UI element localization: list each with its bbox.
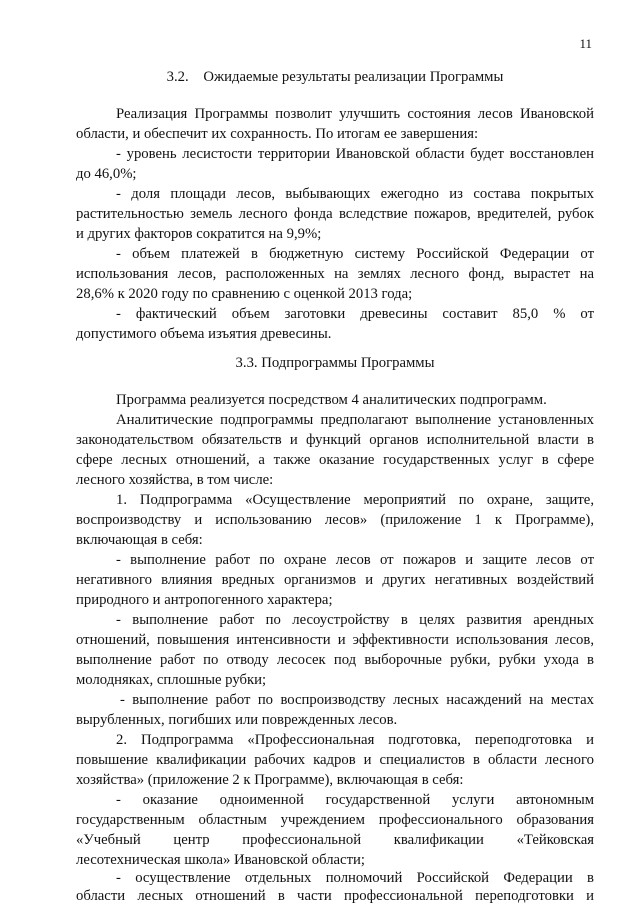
text-line: области, и обеспечит их сохранность. По итогам ее завершения: — [76, 126, 479, 142]
page-number: 11 — [579, 36, 592, 51]
text-line: - выполнение работ по лесоустройству в целях развития арендных — [116, 612, 594, 628]
text-line: - объем платежей в бюджетную систему Российской Федерации от — [116, 246, 594, 262]
section-heading-3-2: 3.2. Ожидаемые результаты реализации Программы — [166, 69, 504, 85]
text-line: - доля площади лесов, выбывающих ежегодно из состава покрытых — [116, 186, 594, 202]
text-line: Аналитические подпрограммы предполагают выполнение установленных — [116, 412, 594, 428]
text-line: молодняках, сплошные рубки; — [76, 672, 267, 688]
text-line: использования лесов, расположенных на землях лесного фонд, вырастет на — [76, 266, 594, 282]
text-line: лесного хозяйства, в том числе: — [76, 472, 274, 488]
text-line: - оказание одноименной государственной услуги автономным — [116, 792, 594, 808]
text-line: повышение квалификации рабочих кадров и специалистов в области лесного — [76, 752, 594, 768]
text-line: допустимого объема изъятия древесины. — [76, 326, 332, 342]
text-line: лесотехническая школа» Ивановской области; — [76, 852, 365, 868]
text-line: и других факторов сократится на 9,9%; — [76, 226, 322, 242]
text-line: области лесных отношений в части профессиональной переподготовки и — [76, 888, 594, 904]
text-line: - выполнение работ по воспроизводству лесных насаждений на местах — [120, 692, 594, 708]
text-line: 1. Подпрограмма «Осуществление мероприятий по охране, защите, — [116, 492, 594, 508]
text-line: выполнение работ по отводу лесосек под выборочные рубки, рубки ухода в — [76, 652, 594, 668]
text-line: до 46,0%; — [76, 166, 137, 182]
text-line: - осуществление отдельных полномочий Российской Федерации в — [116, 870, 594, 886]
text-line: негативного влияния вредных организмов и других негативных воздействий — [76, 572, 594, 588]
text-line: - уровень лесистости территории Ивановской области будет восстановлен — [116, 146, 594, 162]
text-line: «Учебный центр профессиональной квалификации «Тейковская — [76, 832, 594, 848]
text-line: Реализация Программы позволит улучшить состояния лесов Ивановской — [116, 106, 594, 122]
section-heading-3-3: 3.3. Подпрограммы Программы — [235, 355, 435, 371]
text-line: - фактический объем заготовки древесины составит 85,0 % от — [116, 306, 594, 322]
text-line: 2. Подпрограмма «Профессиональная подготовка, переподготовка и — [116, 732, 594, 748]
text-line: отношений, повышения интенсивности и эффективности использования лесов, — [76, 632, 594, 648]
text-line: растительностью земель лесного фонда вследствие пожаров, вредителей, рубок — [76, 206, 594, 222]
text-line: законодательством обязательств и функций органов исполнительной власти в — [76, 432, 594, 448]
text-line: государственным областным учреждением профессионального образования — [76, 812, 594, 828]
text-line: воспроизводству и использованию лесов» (приложение 1 к Программе), — [76, 512, 594, 528]
text-line: - выполнение работ по охране лесов от пожаров и защите лесов от — [116, 552, 594, 568]
text-line: включающая в себя: — [76, 532, 203, 548]
text-line: сфере лесных отношений, а также оказание государственных услуг в сфере — [76, 452, 594, 468]
text-line: хозяйства» (приложение 2 к Программе), включающая в себя: — [76, 772, 464, 788]
text-line: вырубленных, погибших или поврежденных лесов. — [76, 712, 398, 728]
text-line: Программа реализуется посредством 4 аналитических подпрограмм. — [116, 392, 547, 408]
text-line: природного и антропогенного характера; — [76, 592, 333, 608]
text-line: 28,6% к 2020 году по сравнению с оценкой 2013 года; — [76, 286, 413, 302]
